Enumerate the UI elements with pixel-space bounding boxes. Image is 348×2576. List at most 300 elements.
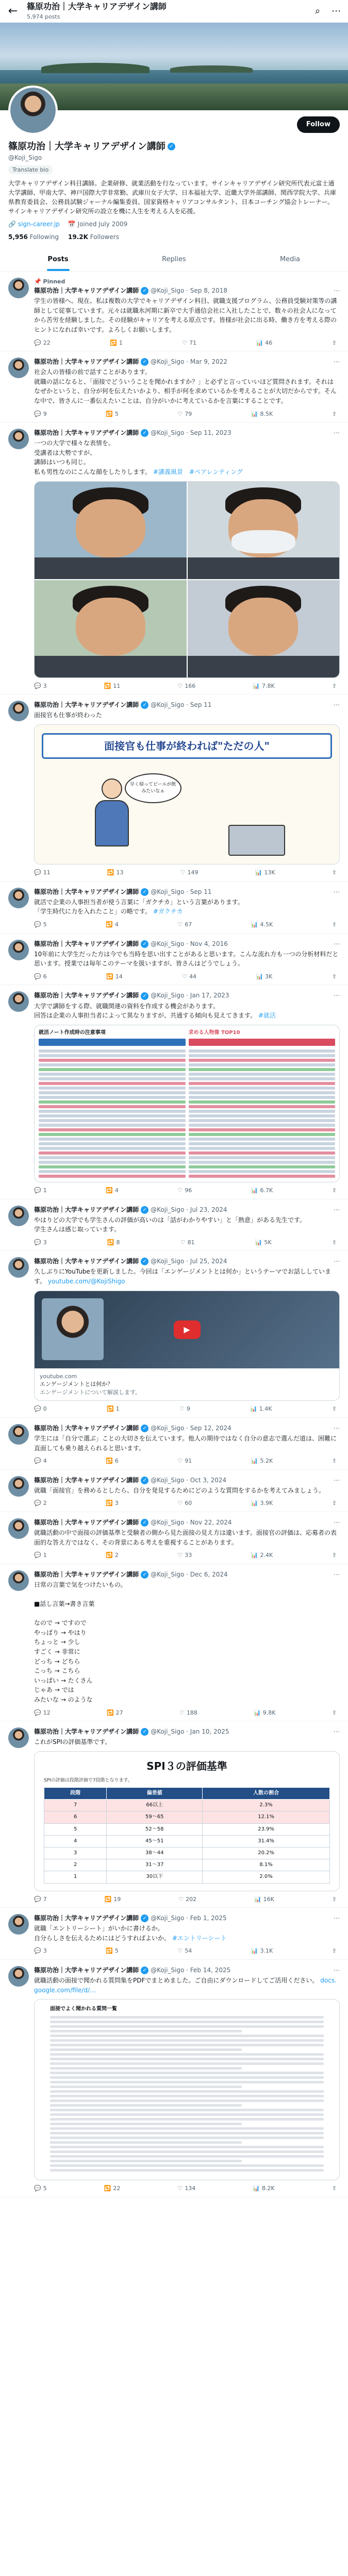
verified-icon: ✓ xyxy=(141,1477,148,1484)
tweet-handle-date: @Koji_Sigo · Sep 11 xyxy=(151,701,212,709)
retweet-button[interactable]: 🔁 1 xyxy=(106,1405,120,1413)
share-icon: ⇪ xyxy=(332,869,337,876)
doc-title: 面接でよく聞かれる質問一覧 xyxy=(50,2006,117,2012)
views-button[interactable]: 📊 46 xyxy=(256,339,273,346)
views-icon: 📊 xyxy=(251,1947,258,1955)
tweet-more-icon[interactable]: ⋯ xyxy=(334,940,340,947)
spi-note: SPIの評価は段階評価で7段階となります。 xyxy=(44,1778,132,1784)
tweet-text: 日常の言葉で気をつけたいもの。 ■話し言葉→書き言葉 なので → ですので やっぱり → やはり ちょっと → 少し すごく → 非常に どっち → どちら こっち → こちら いっぱい → たくさん じゃあ → では みたいな → のような xyxy=(34,1581,127,1704)
tweet-avatar[interactable] xyxy=(8,1424,29,1445)
profile-avatar[interactable] xyxy=(8,86,58,135)
link-desc: エンゲージメントについて解説します。 xyxy=(40,1388,141,1396)
retweet-button[interactable]: 🔁 4 xyxy=(106,921,119,928)
like-icon: ♡ xyxy=(177,1947,183,1955)
views-button[interactable]: 📊 3.9K xyxy=(251,1500,273,1507)
share-button[interactable] xyxy=(332,973,337,981)
retweet-button[interactable]: 🔁 14 xyxy=(106,973,123,980)
tweet-handle-date: @Koji_Sigo · Jul 25, 2024 xyxy=(151,1258,227,1265)
tweet[interactable] xyxy=(0,351,348,422)
tweet-more-icon[interactable]: ⋯ xyxy=(334,1476,340,1484)
link-icon: 🔗 sign-career.jp xyxy=(8,221,60,228)
retweet-button[interactable]: 🔁 8 xyxy=(107,1239,120,1246)
tweet-handle-date: @Koji_Sigo · Feb 1, 2025 xyxy=(151,1914,227,1922)
views-button[interactable]: 📊 3.1K xyxy=(251,1947,273,1955)
tweet-author[interactable]: 篠原功治｜大学キャリアデザイン講師 xyxy=(34,940,139,947)
tweet-author[interactable]: 篠原功治｜大学キャリアデザイン講師 xyxy=(34,1914,139,1922)
tweet-author[interactable]: 篠原功治｜大学キャリアデザイン講師 xyxy=(34,358,139,366)
share-icon: ⇪ xyxy=(332,973,337,980)
retweet-button[interactable]: 🔁 5 xyxy=(106,410,119,417)
tweet-actions xyxy=(34,1947,340,1955)
share-icon: ⇪ xyxy=(332,410,337,417)
share-button[interactable] xyxy=(332,1551,337,1560)
profile-link[interactable]: sign-career.jp xyxy=(18,221,60,228)
like-icon: ♡ xyxy=(179,1709,185,1716)
share-button[interactable] xyxy=(332,921,337,929)
joined-date: 📅 Joined July 2009 xyxy=(68,221,128,228)
reply-icon: 💬 xyxy=(34,1405,41,1413)
header-title xyxy=(27,1,305,21)
verified-icon: ✓ xyxy=(141,992,148,1000)
share-button[interactable] xyxy=(332,1405,337,1413)
tweet-more-icon[interactable]: ⋯ xyxy=(334,1258,340,1265)
verified-icon: ✓ xyxy=(168,143,175,150)
tweet[interactable] xyxy=(0,1470,348,1512)
share-button[interactable] xyxy=(332,1499,337,1507)
share-button[interactable] xyxy=(332,1947,337,1955)
like-icon: ♡ xyxy=(182,973,188,980)
tweet-avatar[interactable] xyxy=(8,1257,29,1278)
share-icon: ⇪ xyxy=(332,682,337,689)
tweet-actions xyxy=(34,1895,340,1904)
profile-stats xyxy=(8,233,340,242)
tweet[interactable] xyxy=(0,985,348,1199)
tweet-avatar[interactable] xyxy=(8,278,29,298)
media-title: 面接官も仕事が終われば"ただの人" xyxy=(42,733,332,759)
profile-section xyxy=(0,110,348,242)
views-button[interactable]: 📊 9.8K xyxy=(254,1709,276,1716)
tweet-header xyxy=(34,1518,340,1527)
reply-button[interactable]: 💬 1 xyxy=(34,1552,47,1559)
tweet-author[interactable]: 篠原功治｜大学キャリアデザイン講師 xyxy=(34,429,139,437)
views-icon: 📊 xyxy=(251,1500,258,1507)
like-icon: ♡ xyxy=(178,1895,184,1903)
reply-icon: 💬 xyxy=(34,1500,41,1507)
reply-icon: 💬 xyxy=(34,682,41,689)
tweet[interactable] xyxy=(0,1418,348,1470)
tweet-avatar[interactable] xyxy=(8,1518,29,1539)
views-button[interactable]: 📊 1.4K xyxy=(250,1405,272,1413)
views-button[interactable]: 📊 13K xyxy=(255,869,275,876)
tweet-author[interactable]: 篠原功治｜大学キャリアデザイン講師 xyxy=(34,1424,139,1432)
tweet[interactable] xyxy=(0,1199,348,1251)
tweet-header xyxy=(34,1476,340,1485)
reply-button[interactable]: 💬 5 xyxy=(34,2185,47,2192)
reply-icon: 💬 xyxy=(34,2185,41,2192)
reply-button[interactable]: 💬 9 xyxy=(34,410,47,417)
views-button[interactable]: 📊 3K xyxy=(256,973,273,980)
views-button[interactable]: 📊 2.4K xyxy=(251,1552,273,1559)
tweet-author[interactable]: 篠原功治｜大学キャリアデザイン講師 xyxy=(34,1258,139,1265)
views-button[interactable]: 📊 8.5K xyxy=(251,410,273,417)
tweet-feed xyxy=(0,272,348,2197)
tweet-more-icon[interactable]: ⋯ xyxy=(334,1728,340,1736)
tweet-more-icon[interactable]: ⋯ xyxy=(334,429,340,437)
photo-4[interactable] xyxy=(188,580,340,677)
tweet-avatar[interactable] xyxy=(8,1476,29,1497)
tweet-avatar[interactable] xyxy=(8,1966,29,1987)
tweet-avatar[interactable] xyxy=(8,1727,29,1748)
reply-button[interactable]: 💬 6 xyxy=(34,973,47,980)
hashtag[interactable]: #就活 xyxy=(258,1012,276,1020)
verified-icon: ✓ xyxy=(141,1967,148,1974)
reply-button[interactable]: 💬 4 xyxy=(34,1458,47,1465)
tweet-more-icon[interactable]: ⋯ xyxy=(334,701,340,709)
tab-posts[interactable]: Posts xyxy=(0,249,116,270)
like-button[interactable]: ♡ 188 xyxy=(179,1709,197,1716)
views-icon: 📊 xyxy=(255,869,262,876)
tweet-more-icon[interactable]: ⋯ xyxy=(334,1206,340,1213)
header-name: 篠原功治｜大学キャリアデザイン講師 xyxy=(27,2,167,12)
like-button[interactable]: ♡ 54 xyxy=(177,1947,192,1955)
reply-button[interactable]: 💬 22 xyxy=(34,339,51,346)
follow-button[interactable]: Follow xyxy=(297,116,340,133)
views-icon: 📊 xyxy=(253,682,260,689)
tweet-author[interactable]: 篠原功治｜大学キャリアデザイン講師 xyxy=(34,888,139,895)
like-icon: ♡ xyxy=(177,1552,183,1559)
reply-icon: 💬 xyxy=(34,339,41,346)
tweet[interactable] xyxy=(0,1564,348,1721)
views-icon: 📊 xyxy=(253,2185,260,2192)
tweet-avatar[interactable] xyxy=(8,1570,29,1591)
tweet-author[interactable]: 篠原功治｜大学キャリアデザイン講師 xyxy=(34,287,139,295)
share-button[interactable] xyxy=(332,1187,337,1195)
tweet-text: 社会人の皆様の前で話すことがあります。 就職の話になると、「面接でどういうことを聞かれますか？」と必ずと言っていいほど質問されます。それはなぜかというと、自分が何を伝えたいかより、相手が何を求めているかを考えることが大切だからです。そんな中で、皆さんに一番伝えたいことは、自分がいかに考えているかを言葉にすることです。 xyxy=(34,368,337,404)
tweet-actions xyxy=(34,2184,340,2193)
tweet-handle-date: @Koji_Sigo · Oct 3, 2024 xyxy=(151,1476,227,1484)
tweet-author[interactable]: 篠原功治｜大学キャリアデザイン講師 xyxy=(34,701,139,709)
like-button[interactable]: ♡ 134 xyxy=(177,2185,196,2192)
tweet-actions xyxy=(34,410,340,418)
share-icon: ⇪ xyxy=(332,1239,337,1246)
tweet-avatar[interactable] xyxy=(8,1914,29,1935)
link-card[interactable] xyxy=(34,1291,340,1401)
retweet-icon: 🔁 xyxy=(106,1947,113,1955)
tweet-actions xyxy=(34,1187,340,1195)
share-button[interactable] xyxy=(332,2184,337,2193)
laptop-illustration xyxy=(228,825,285,856)
table-row: 7 66以上 2.3% xyxy=(44,1800,330,1811)
tweet-avatar[interactable] xyxy=(8,358,29,378)
reply-button[interactable]: 💬 0 xyxy=(34,1405,47,1413)
tweet-actions xyxy=(34,682,340,690)
retweet-button[interactable]: 🔁 6 xyxy=(106,1458,119,1465)
tweet-author[interactable]: 篠原功治｜大学キャリアデザイン講師 xyxy=(34,1966,139,1974)
tweet-more-icon[interactable]: ⋯ xyxy=(334,888,340,895)
views-button[interactable]: 📊 5K xyxy=(255,1239,272,1246)
tweet-author[interactable]: 篠原功治｜大学キャリアデザイン講師 xyxy=(34,1570,139,1578)
reply-button[interactable]: 💬 1 xyxy=(34,1187,47,1194)
verified-icon: ✓ xyxy=(141,287,148,295)
tweet-more-icon[interactable]: ⋯ xyxy=(334,1519,340,1527)
tweet-handle-date: @Koji_Sigo · Mar 9, 2022 xyxy=(151,358,228,366)
share-icon: ⇪ xyxy=(332,339,337,346)
tweet-header xyxy=(34,888,340,896)
retweet-icon: 🔁 xyxy=(106,1405,114,1413)
tweet-link[interactable]: youtube.com/@KojiShigo xyxy=(47,1277,125,1285)
reply-icon: 💬 xyxy=(34,1552,41,1559)
tweet-actions xyxy=(34,1457,340,1465)
tweet-text: 面接官も仕事が終わった xyxy=(34,711,102,719)
share-icon: ⇪ xyxy=(332,1552,337,1559)
tweet-actions xyxy=(34,869,340,877)
tweet-header xyxy=(34,701,340,709)
reply-button[interactable]: 💬 11 xyxy=(34,869,51,876)
table-row: 2 31〜37 8.1% xyxy=(44,1859,330,1871)
reply-button[interactable]: 💬 2 xyxy=(34,1500,47,1507)
verified-icon: ✓ xyxy=(141,1571,148,1579)
tweet-avatar[interactable] xyxy=(8,429,29,449)
link-title: エンゲージメントとは何か？ xyxy=(40,1381,113,1388)
tweet-text: 一つの大学で様々な表情を。 受講者は大勢ですが、 講師はいつも同じ。 私も男性なのにこんな顔をしたりします。 #講義風景 #ペアレンティング xyxy=(34,439,243,476)
hashtag[interactable]: #エントリーシート xyxy=(172,1934,227,1942)
tweet-header xyxy=(34,1424,340,1433)
photo-1[interactable] xyxy=(35,482,187,579)
profile-meta xyxy=(8,220,340,229)
spi-title: SPI３の評価基準 xyxy=(146,1759,227,1772)
share-button[interactable] xyxy=(332,1239,337,1247)
tweet-header xyxy=(34,1914,340,1923)
views-button[interactable]: 📊 4.5K xyxy=(251,921,273,928)
tweet-avatar[interactable] xyxy=(8,701,29,721)
retweet-button[interactable]: 🔁 13 xyxy=(107,869,124,876)
tweet-author[interactable]: 篠原功治｜大学キャリアデザイン講師 xyxy=(34,1206,139,1213)
like-button[interactable]: ♡ 71 xyxy=(182,339,197,346)
tweet-handle-date: @Koji_Sigo · Dec 6, 2024 xyxy=(151,1570,228,1578)
retweet-icon: 🔁 xyxy=(110,339,117,346)
tweet[interactable] xyxy=(0,1512,348,1564)
tweet-more-icon[interactable]: ⋯ xyxy=(334,287,340,295)
illustration-card[interactable] xyxy=(34,724,340,865)
share-icon: ⇪ xyxy=(332,921,337,928)
tweet-avatar[interactable] xyxy=(8,940,29,960)
like-button[interactable]: ♡ 33 xyxy=(177,1552,192,1559)
retweet-button[interactable]: 🔁 5 xyxy=(106,1947,119,1955)
tweet-link[interactable]: docs.google.com/file/d/… xyxy=(34,1976,337,1994)
back-arrow-icon[interactable]: ← xyxy=(8,4,18,18)
tweet-actions xyxy=(34,1709,340,1717)
spi-table: 段階 偏差値 人数の割合 7 66以上 2.3% 6 59〜65 12.1% 5 52〜58 23.9% 4 45〜51 31.4% 3 38〜44 20.2% 2 31〜37 8.1% 1 30以下 2.0% xyxy=(44,1787,330,1884)
like-button[interactable]: ♡ 202 xyxy=(178,1895,197,1903)
tweet-actions xyxy=(34,1551,340,1560)
tweet-text: 大学で講師をする際、就職関連の資料を作成する機会があります。 回答は企業の人事担当者によって異なりますが、共通する傾向も見えてきます。 #就活 xyxy=(34,1002,276,1020)
top-bar xyxy=(0,0,348,23)
like-icon: ♡ xyxy=(177,1187,183,1194)
reply-button[interactable]: 💬 5 xyxy=(34,921,47,928)
photo-grid xyxy=(34,481,340,678)
like-button[interactable]: ♡ 44 xyxy=(182,973,197,980)
tweet-handle-date: @Koji_Sigo · Nov 22, 2024 xyxy=(151,1519,232,1527)
retweet-button[interactable]: 🔁 19 xyxy=(104,1895,121,1903)
tweet-more-icon[interactable]: ⋯ xyxy=(334,358,340,366)
share-button[interactable] xyxy=(332,1457,337,1465)
tweet-author[interactable]: 篠原功治｜大学キャリアデザイン講師 xyxy=(34,1476,139,1484)
tweet[interactable] xyxy=(0,934,348,986)
share-button[interactable] xyxy=(332,682,337,690)
hashtag[interactable]: #講義風景 #ペアレンティング xyxy=(153,468,243,476)
tweet-author[interactable]: 篠原功治｜大学キャリアデザイン講師 xyxy=(34,992,139,999)
like-button[interactable]: ♡ 79 xyxy=(177,410,192,417)
tweet-author[interactable]: 篠原功治｜大学キャリアデザイン講師 xyxy=(34,1728,139,1736)
retweet-button[interactable]: 🔁 22 xyxy=(104,2185,121,2192)
views-button[interactable]: 📊 6.7K xyxy=(251,1187,273,1194)
like-icon: ♡ xyxy=(177,1500,183,1507)
like-button[interactable]: ♡ 60 xyxy=(177,1500,192,1507)
tweet-text: これがSPIの評価基準です。 xyxy=(34,1738,111,1746)
tweet[interactable] xyxy=(0,1721,348,1908)
doc-title-2: 求める人物像 TOP10 xyxy=(188,1029,240,1036)
tweet-more-icon[interactable]: ⋯ xyxy=(334,1914,340,1922)
tweet-avatar[interactable] xyxy=(8,1206,29,1226)
search-icon[interactable]: ⌕ xyxy=(314,5,321,16)
play-icon[interactable]: ▶ xyxy=(174,1320,201,1339)
retweet-button[interactable]: 🔁 27 xyxy=(106,1709,123,1716)
verified-icon: ✓ xyxy=(141,1206,148,1214)
reply-button[interactable]: 💬 7 xyxy=(34,1895,47,1903)
like-button[interactable]: ♡ 67 xyxy=(177,921,192,928)
tweet-more-icon[interactable]: ⋯ xyxy=(334,1570,340,1578)
pdf-preview[interactable] xyxy=(34,1999,340,2180)
profile-name: 篠原功治｜大学キャリアデザイン講師 ✓ xyxy=(8,140,340,154)
like-icon: ♡ xyxy=(177,2185,183,2192)
tweet-text: 就職活動の中で面接の評価基準と受験者の側から見た面接の見え方は違います。面接官の評価は、応募者の表面的な答え方ではなく、その背景にある考えを重視することがあります。 xyxy=(34,1529,337,1546)
verified-icon: ✓ xyxy=(141,940,148,948)
tweet-header xyxy=(34,286,340,295)
tweet-header xyxy=(34,1206,340,1214)
like-button[interactable]: ♡ 81 xyxy=(180,1239,195,1246)
tweet-more-icon[interactable]: ⋯ xyxy=(334,992,340,999)
tweet-header xyxy=(34,991,340,1000)
followers-count[interactable]: 19.2K Followers xyxy=(68,233,119,241)
tweet-handle-date: @Koji_Sigo · Sep 12, 2024 xyxy=(151,1424,231,1432)
like-button[interactable]: ♡ 96 xyxy=(177,1187,192,1194)
like-button[interactable]: ♡ 9 xyxy=(179,1405,190,1413)
reply-button[interactable]: 💬 3 xyxy=(34,682,47,689)
tweet-header xyxy=(34,1727,340,1736)
tweet-text: 就職「エントリーシート」がいかに書けるか。 自分らしさを伝えるためにはどうすればよいか。 #エントリーシート xyxy=(34,1925,227,1942)
views-button[interactable]: 📊 5.2K xyxy=(251,1458,273,1465)
views-button[interactable]: 📊 16K xyxy=(254,1895,274,1903)
retweet-button[interactable]: 🔁 4 xyxy=(106,1187,119,1194)
tweet[interactable] xyxy=(0,272,348,352)
tweet-text: 10年前に大学生だった方は今でも当時を思い出すことがあると思います。こんな流れ方も一つの分析材料だと思います。授業では毎年このテーマを扱いますが、皆さんはどうでしょう。 xyxy=(34,950,339,968)
share-button[interactable] xyxy=(332,1895,337,1904)
spi-image[interactable] xyxy=(34,1751,340,1891)
tweet[interactable] xyxy=(0,882,348,934)
tweet-actions xyxy=(34,973,340,981)
views-icon: 📊 xyxy=(254,1709,261,1716)
tweet[interactable] xyxy=(0,1960,348,2197)
share-icon: ⇪ xyxy=(332,1458,337,1465)
tab-replies[interactable]: Replies xyxy=(162,256,186,264)
tweet-avatar[interactable] xyxy=(8,991,29,1012)
retweet-icon: 🔁 xyxy=(106,973,113,980)
post-count: 5,974 posts xyxy=(27,13,60,21)
like-icon: ♡ xyxy=(177,682,183,689)
retweet-icon: 🔁 xyxy=(106,921,113,928)
hashtag[interactable]: #ガクチカ xyxy=(153,908,183,916)
tweet-handle-date: @Koji_Sigo · Jan 17, 2023 xyxy=(151,992,229,999)
more-icon[interactable]: ⋯ xyxy=(332,5,341,16)
retweet-button[interactable]: 🔁 1 xyxy=(110,339,123,346)
tweet[interactable] xyxy=(0,422,348,694)
reply-button[interactable]: 💬 3 xyxy=(34,1947,47,1955)
like-button[interactable]: ♡ 149 xyxy=(180,869,198,876)
share-icon: ⇪ xyxy=(332,1187,337,1194)
tweet-more-icon[interactable]: ⋯ xyxy=(334,1966,340,1974)
photo-2[interactable] xyxy=(188,482,340,579)
retweet-button[interactable]: 🔁 2 xyxy=(106,1552,119,1559)
reply-icon: 💬 xyxy=(34,1895,41,1903)
tweet-text: 学生の皆様へ。現在、私は複数の大学でキャリアデザイン科目、就職支援プログラム、公務員受験対策等の講師として従事しています。元々は就職氷河期に新卒で大手通信会社に入社したことで、数々の社会人になってから苦労を経験しました。その経験がキャリアを考える原点です。皆様が社会に出る時、働き方を考える際のヒントになれば幸いです。よろしくお願いします。 xyxy=(34,297,337,333)
views-button[interactable]: 📊 8.2K xyxy=(253,2185,275,2192)
tweet-header xyxy=(34,1570,340,1579)
retweet-icon: 🔁 xyxy=(106,410,113,417)
retweet-button[interactable]: 🔁 3 xyxy=(106,1500,119,1507)
reply-button[interactable]: 💬 3 xyxy=(34,1239,47,1246)
tweet-author[interactable]: 篠原功治｜大学キャリアデザイン講師 xyxy=(34,1519,139,1527)
reply-icon: 💬 xyxy=(34,1458,41,1465)
following-count[interactable]: 5,956 Following xyxy=(8,233,59,241)
share-icon: ⇪ xyxy=(332,1405,337,1413)
tweet[interactable] xyxy=(0,694,348,882)
share-button[interactable] xyxy=(332,339,337,347)
tweet-actions xyxy=(34,1239,340,1247)
tweet[interactable] xyxy=(0,1251,348,1418)
views-icon: 📊 xyxy=(255,1239,262,1246)
tweet-header xyxy=(34,1966,340,1975)
photo-3[interactable] xyxy=(35,580,187,677)
share-button[interactable] xyxy=(332,869,337,877)
share-button[interactable] xyxy=(332,410,337,418)
views-icon: 📊 xyxy=(251,1458,258,1465)
tweet[interactable] xyxy=(0,1908,348,1960)
share-icon: ⇪ xyxy=(332,1895,337,1903)
share-icon: ⇪ xyxy=(332,1500,337,1507)
tweet-more-icon[interactable]: ⋯ xyxy=(334,1424,340,1432)
verified-icon: ✓ xyxy=(141,1728,148,1736)
table-row: 1 30以下 2.0% xyxy=(44,1871,330,1883)
verified-icon: ✓ xyxy=(141,1519,148,1527)
like-button[interactable]: ♡ 91 xyxy=(177,1458,192,1465)
views-icon: 📊 xyxy=(251,1187,258,1194)
tab-media[interactable]: Media xyxy=(279,256,301,264)
translate-bio-button[interactable]: Translate bio xyxy=(8,165,53,175)
reply-button[interactable]: 💬 12 xyxy=(34,1709,51,1716)
tweet-avatar[interactable] xyxy=(8,888,29,908)
tweet-handle-date: @Koji_Sigo · Feb 14, 2025 xyxy=(151,1966,231,1974)
tweet-actions xyxy=(34,339,340,347)
retweet-icon: 🔁 xyxy=(106,1458,113,1465)
views-button[interactable]: 📊 7.8K xyxy=(253,682,275,689)
retweet-button[interactable]: 🔁 11 xyxy=(104,682,121,689)
reply-icon: 💬 xyxy=(34,869,41,876)
document-image[interactable] xyxy=(34,1025,340,1182)
like-button[interactable]: ♡ 166 xyxy=(177,682,196,689)
share-icon: ⇪ xyxy=(332,1947,337,1955)
share-button[interactable] xyxy=(332,1709,337,1717)
tweet-text: 学生には「自分で選ぶ」ことの大切さを伝えています。他人の期待ではなく自分の意志で選んだ道は、困難に直面しても乗り越えられると思います。 xyxy=(34,1435,337,1452)
